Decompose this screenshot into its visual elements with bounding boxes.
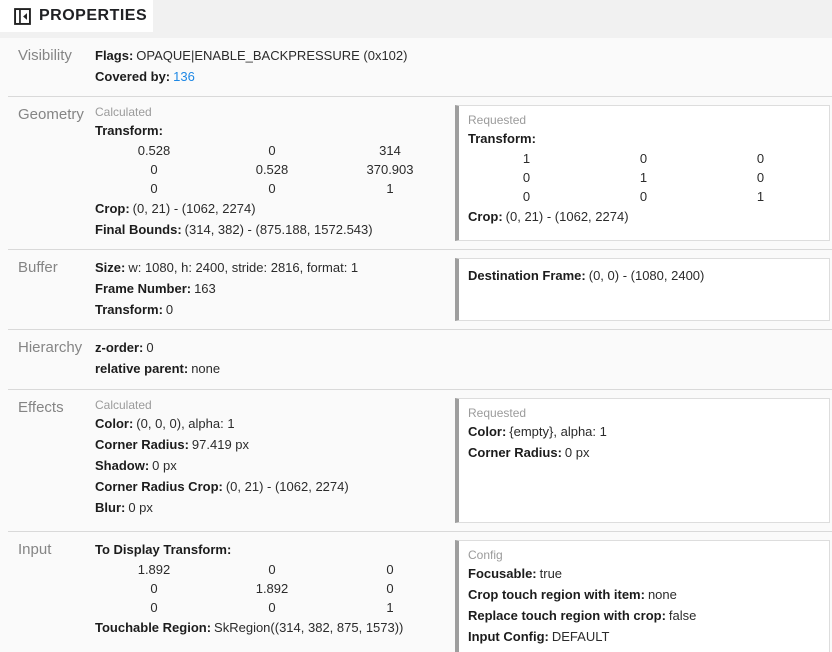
destination-frame-row: [468, 265, 820, 286]
matrix-cell: 314: [379, 143, 401, 158]
transform-matrix: [95, 141, 455, 198]
matrix-cell: 1: [386, 600, 394, 615]
hierarchy-content: [95, 330, 455, 389]
size-row: [95, 257, 455, 278]
crop-label: Crop:: [468, 209, 503, 224]
matrix-cell: 0: [268, 143, 276, 158]
buffer-content: [95, 250, 455, 329]
crop-label: Crop:: [95, 201, 130, 216]
frame-number-value: 163: [194, 281, 216, 296]
matrix-cell: 0: [639, 151, 648, 166]
to-display-transform-label: To Display Transform:: [95, 542, 232, 557]
corner-radius-value: 97.419 px: [191, 437, 250, 452]
corner-radius-crop-label: Corner Radius Crop:: [95, 479, 223, 494]
matrix-cell: 0: [756, 151, 765, 166]
buffer-requested-col: [455, 250, 832, 329]
section-label-effects: Effects: [18, 399, 64, 416]
section-label-geometry: Geometry: [18, 106, 84, 123]
corner-radius-row: [468, 442, 820, 463]
matrix-cell: 0: [756, 170, 765, 185]
crop-row: [468, 206, 820, 227]
z-order-label: z-order:: [95, 340, 144, 355]
matrix-cell: 0: [150, 181, 158, 196]
section-visibility: [0, 38, 832, 96]
panel-title: PROPERTIES: [39, 7, 148, 24]
crop-value: (0, 21) - (1062, 2274): [505, 209, 629, 224]
buffer-transform-row: [95, 299, 455, 320]
matrix-cell: 0: [386, 581, 394, 596]
transform-row: [468, 128, 820, 149]
corner-radius-label: Corner Radius:: [468, 445, 562, 460]
corner-radius-crop-row: [95, 476, 455, 497]
color-row: [468, 421, 820, 442]
blur-row: [95, 497, 455, 518]
transform-label: Transform:: [468, 131, 536, 146]
touchable-region-label: Touchable Region:: [95, 620, 212, 635]
buffer-transform-value: 0: [165, 302, 174, 317]
crop-touch-region-row: [468, 584, 820, 605]
matrix-cell: 0: [268, 562, 276, 577]
color-value: {empty}, alpha: 1: [509, 424, 607, 439]
input-config-row: [468, 626, 820, 647]
input-config-label: Input Config:: [468, 629, 549, 644]
section-geometry: [0, 97, 832, 249]
relative-parent-value: none: [191, 361, 221, 376]
matrix-cell: 0: [150, 581, 158, 596]
corner-radius-value: 0 px: [564, 445, 590, 460]
to-display-transform-row: [95, 539, 455, 560]
flags-label: Flags:: [95, 48, 134, 63]
geometry-calculated-group: [95, 97, 455, 249]
input-config-col: [455, 532, 832, 652]
crop-value: (0, 21) - (1062, 2274): [132, 201, 256, 216]
blur-label: Blur:: [95, 500, 126, 515]
touchable-region-row: [95, 617, 455, 638]
focusable-row: [468, 563, 820, 584]
size-label: Size:: [95, 260, 126, 275]
matrix-cell: 1: [639, 170, 648, 185]
frame-number-label: Frame Number:: [95, 281, 192, 296]
section-effects: [0, 390, 832, 531]
matrix-cell: 1: [386, 181, 394, 196]
config-group-label: Config: [468, 548, 503, 562]
z-order-row: [95, 337, 455, 358]
matrix-cell: 1: [522, 151, 531, 166]
touchable-region-value: SkRegion((314, 382, 875, 1573)): [214, 620, 404, 635]
geometry-requested-col: [455, 97, 832, 249]
panel-title-block: [0, 0, 153, 32]
relative-parent-row: [95, 358, 455, 379]
crop-row: [95, 198, 455, 219]
final-bounds-label: Final Bounds:: [95, 222, 182, 237]
effects-requested-col: [455, 390, 832, 531]
color-row: [95, 413, 455, 434]
matrix-cell: 0: [150, 600, 158, 615]
section-buffer: [0, 250, 832, 329]
matrix-cell: 370.903: [366, 162, 414, 177]
corner-radius-crop-value: (0, 21) - (1062, 2274): [225, 479, 349, 494]
relative-parent-label: relative parent:: [95, 361, 189, 376]
crop-touch-region-label: Crop touch region with item:: [468, 587, 645, 602]
section-label-hierarchy: Hierarchy: [18, 339, 83, 356]
flags-row: [95, 45, 455, 66]
focusable-value: true: [539, 566, 563, 581]
covered-by-row: [95, 66, 455, 87]
calculated-group-label: Calculated: [95, 105, 152, 119]
final-bounds-value: (314, 382) - (875.188, 1572.543): [184, 222, 373, 237]
crop-touch-region-value: none: [647, 587, 677, 602]
frame-number-row: [95, 278, 455, 299]
replace-touch-region-row: [468, 605, 820, 626]
size-value: w: 1080, h: 2400, stride: 2816, format: 1: [128, 260, 359, 275]
section-input: [0, 532, 832, 652]
color-value: (0, 0, 0), alpha: 1: [136, 416, 235, 431]
matrix-cell: 1.892: [137, 562, 171, 577]
geometry-requested-box: [455, 105, 830, 241]
blur-value: 0 px: [128, 500, 153, 515]
effects-calculated-group: [95, 390, 455, 531]
calculated-group-label: Calculated: [95, 398, 152, 412]
shadow-value: 0 px: [152, 458, 177, 473]
matrix-cell: 0: [150, 162, 158, 177]
destination-frame-value: (0, 0) - (1080, 2400): [588, 268, 705, 283]
matrix-cell: 0: [522, 170, 531, 185]
input-content: [95, 532, 455, 652]
input-config-value: DEFAULT: [551, 629, 610, 644]
color-label: Color:: [468, 424, 507, 439]
buffer-requested-box: [455, 258, 830, 321]
matrix-cell: 0: [386, 562, 394, 577]
requested-group-label: Requested: [468, 406, 527, 420]
to-display-transform-matrix: [95, 560, 455, 617]
matrix-cell: 0.528: [137, 143, 171, 158]
section-label-visibility: Visibility: [18, 47, 72, 64]
matrix-cell: 0: [268, 600, 276, 615]
visibility-content: [95, 38, 455, 96]
matrix-cell: 0.528: [255, 162, 289, 177]
section-label-input: Input: [18, 541, 52, 558]
destination-frame-label: Destination Frame:: [468, 268, 586, 283]
effects-requested-box: [455, 398, 830, 523]
section-hierarchy: [0, 330, 832, 389]
final-bounds-row: [95, 219, 455, 240]
flags-value: OPAQUE|ENABLE_BACKPRESSURE (0x102): [136, 48, 408, 63]
corner-radius-label: Corner Radius:: [95, 437, 189, 452]
color-label: Color:: [95, 416, 134, 431]
matrix-cell: 0: [639, 189, 648, 204]
z-order-value: 0: [146, 340, 154, 355]
replace-touch-region-label: Replace touch region with crop:: [468, 608, 666, 623]
shadow-row: [95, 455, 455, 476]
matrix-cell: 1.892: [255, 581, 289, 596]
section-label-buffer: Buffer: [18, 259, 58, 276]
matrix-cell: 0: [522, 189, 531, 204]
buffer-transform-label: Transform:: [95, 302, 163, 317]
covered-by-link[interactable]: 136: [173, 69, 195, 84]
transform-matrix: [468, 149, 820, 206]
shadow-label: Shadow:: [95, 458, 150, 473]
requested-group-label: Requested: [468, 113, 527, 127]
input-config-box: [455, 540, 830, 652]
covered-by-label: Covered by:: [95, 69, 171, 84]
panel-split-icon: [14, 8, 31, 25]
panel-header: [0, 0, 832, 38]
transform-row: [95, 120, 455, 141]
transform-label: Transform:: [95, 123, 163, 138]
replace-touch-region-value: false: [668, 608, 697, 623]
focusable-label: Focusable:: [468, 566, 537, 581]
matrix-cell: 0: [268, 181, 276, 196]
corner-radius-row: [95, 434, 455, 455]
matrix-cell: 1: [756, 189, 765, 204]
